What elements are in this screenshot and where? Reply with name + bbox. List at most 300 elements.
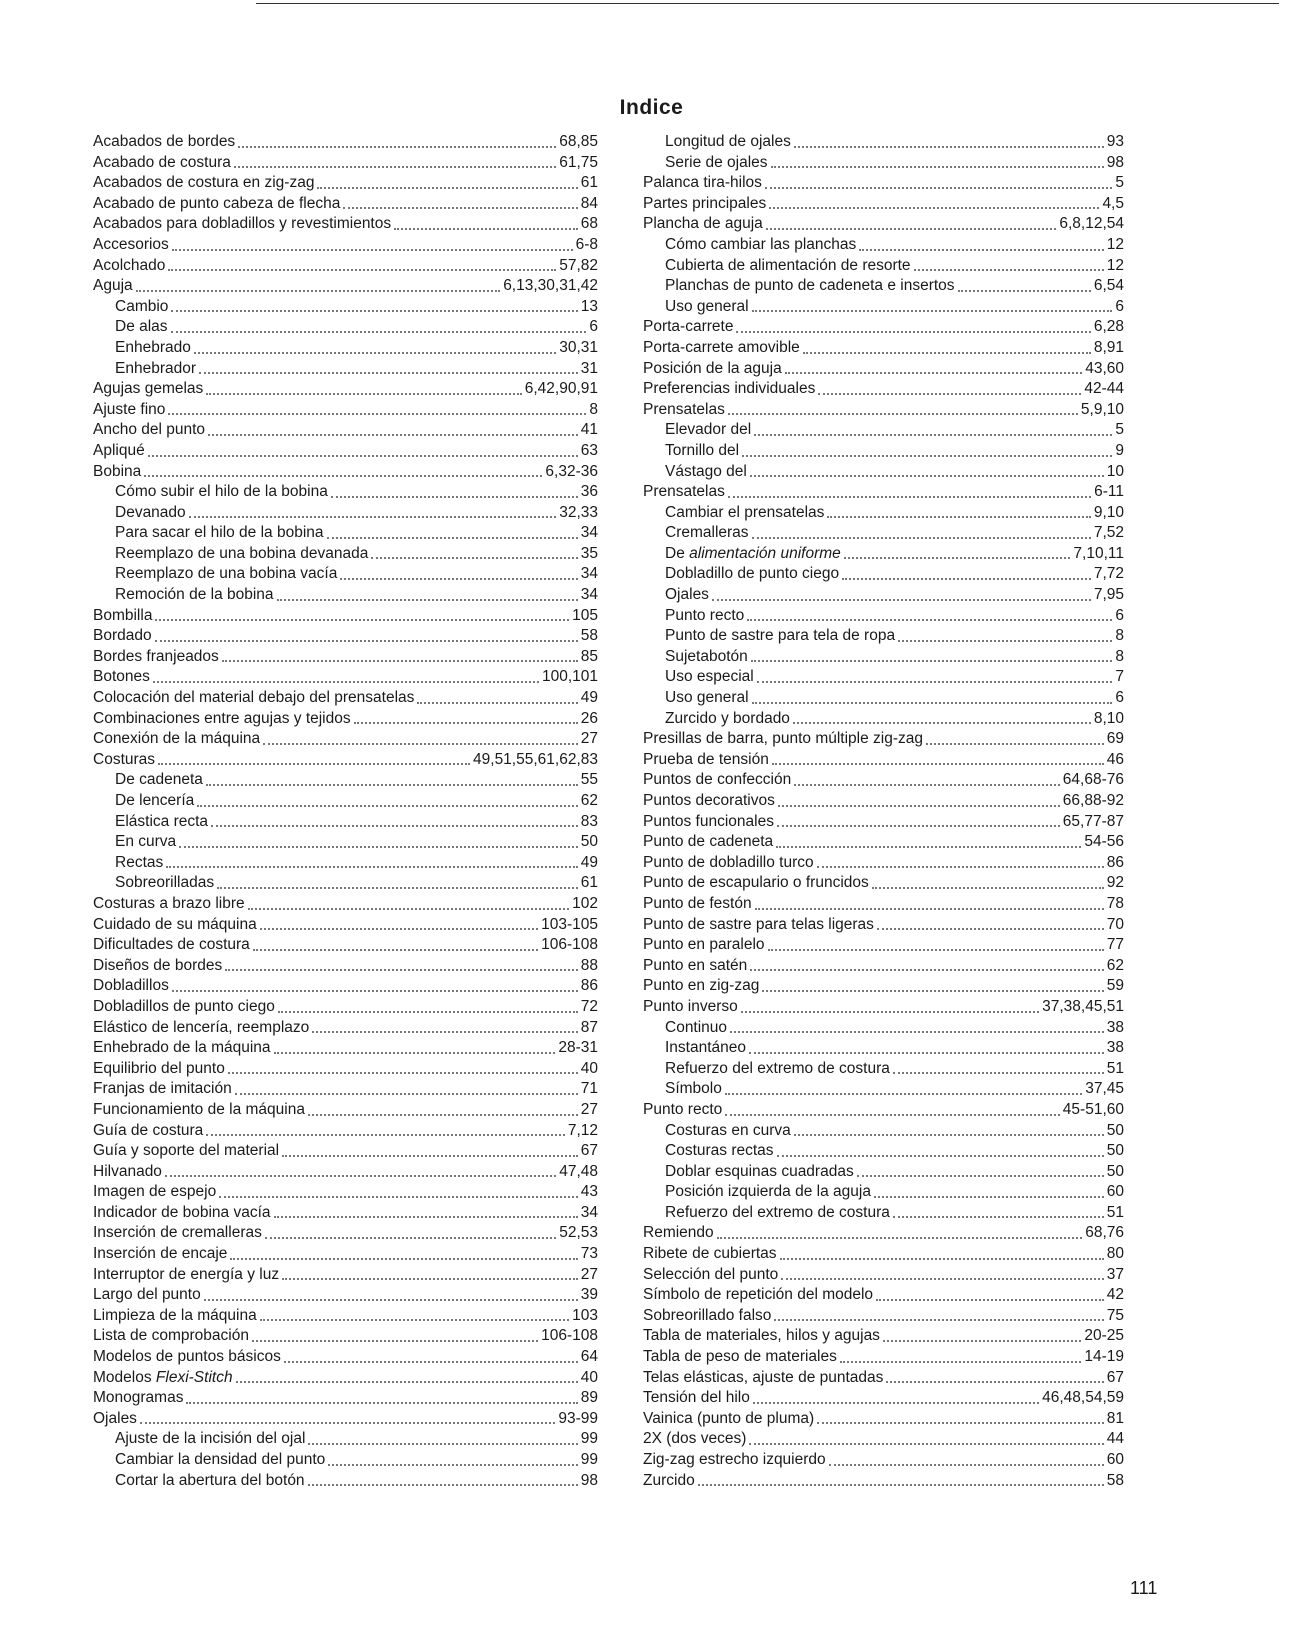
index-entry — [643, 1368, 1124, 1389]
index-entry-label: Plancha de aguja — [643, 215, 763, 233]
index-entry — [93, 400, 598, 421]
index-entry-label: Equilibrio del punto — [93, 1059, 225, 1077]
index-entry-pages: 106-108 — [541, 936, 598, 954]
dot-leader — [189, 515, 557, 518]
index-entry-pages: 6,42,90,91 — [524, 380, 598, 398]
index-entry-label: Guía y soporte del material — [93, 1142, 280, 1160]
dot-leader — [252, 1339, 538, 1342]
index-entry — [93, 873, 598, 894]
index-entry — [93, 1450, 598, 1471]
index-entry-label: Punto recto — [643, 1100, 723, 1118]
dot-leader — [327, 536, 578, 539]
index-entry-label: Agujas gemelas — [93, 380, 204, 398]
index-entry-label: Tabla de materiales, hilos y agujas — [643, 1327, 880, 1345]
index-entry — [93, 1223, 598, 1244]
dot-leader — [155, 639, 578, 642]
index-entry — [93, 1141, 598, 1162]
index-entry-pages: 89 — [580, 1389, 598, 1407]
index-entry — [643, 1326, 1124, 1347]
dot-leader — [204, 1298, 578, 1301]
index-entry — [93, 1285, 598, 1306]
dot-leader — [777, 1154, 1104, 1157]
index-entry — [93, 1244, 598, 1265]
index-entry-label: Tornillo del — [665, 441, 740, 459]
index-entry — [93, 1326, 598, 1347]
index-entry — [93, 915, 598, 936]
index-entry-pages: 103 — [572, 1306, 598, 1324]
index-entry-label: Sujetabotón — [665, 647, 748, 665]
index-entry — [643, 1203, 1124, 1224]
index-entry-pages: 10 — [1106, 462, 1124, 480]
index-entry — [643, 750, 1124, 771]
dot-leader — [277, 598, 578, 601]
index-entry-label: Punto de cadeneta — [643, 833, 774, 851]
index-entry-label: Acabado de costura — [93, 153, 231, 171]
dot-leader — [248, 907, 570, 910]
index-entry — [93, 956, 598, 977]
index-entry-label: Instantáneo — [665, 1039, 747, 1057]
index-entry-label: Palanca tira-hilos — [643, 174, 762, 192]
index-entry-pages: 105 — [572, 606, 598, 624]
dot-leader — [282, 1277, 578, 1280]
index-entry-label: Prensatelas — [643, 483, 725, 501]
dot-leader — [394, 227, 578, 230]
index-entry-label: Preferencias individuales — [643, 380, 816, 398]
index-entry — [93, 1347, 598, 1368]
index-entry — [93, 1409, 598, 1430]
index-entry-label: Símbolo de repetición del modelo — [643, 1286, 874, 1304]
index-entry — [93, 1162, 598, 1183]
index-entry-label: Dobladillos de punto ciego — [93, 997, 275, 1015]
index-entry-label: Porta-carrete — [643, 318, 734, 336]
index-entry — [643, 1223, 1124, 1244]
dot-leader — [308, 1442, 577, 1445]
index-entry-pages: 7,52 — [1093, 524, 1124, 542]
dot-leader — [712, 598, 1091, 601]
index-column-right — [643, 132, 1124, 1491]
index-entry-pages: 58 — [1106, 1471, 1124, 1489]
index-entry — [643, 132, 1124, 153]
index-entry-pages: 37 — [1106, 1265, 1124, 1283]
index-entry-pages: 44 — [1106, 1430, 1124, 1448]
index-entry — [643, 276, 1124, 297]
index-entry-label: Botones — [93, 668, 150, 686]
index-entry — [93, 667, 598, 688]
index-entry-label: Cómo cambiar las planchas — [665, 235, 857, 253]
index-entry-label: Acabado de punto cabeza de flecha — [93, 194, 341, 212]
index-entry — [93, 1368, 598, 1389]
index-entry-pages: 103-105 — [541, 915, 598, 933]
dot-leader — [768, 948, 1104, 951]
index-entry — [643, 1450, 1124, 1471]
index-entry — [93, 1018, 598, 1039]
index-entry — [93, 503, 598, 524]
dot-leader — [253, 948, 538, 951]
index-entry-label: Tabla de peso de materiales — [643, 1348, 837, 1366]
index-entry-pages: 78 — [1106, 894, 1124, 912]
index-entry-label: Puntos funcionales — [643, 812, 774, 830]
index-entry-pages: 34 — [580, 1203, 598, 1221]
index-entry-label: De alimentación uniforme — [665, 544, 841, 562]
index-entry — [93, 997, 598, 1018]
dot-leader — [219, 1195, 578, 1198]
dot-leader — [236, 1380, 578, 1383]
dot-leader — [752, 309, 1113, 312]
index-entry — [93, 688, 598, 709]
index-entry-pages: 7,10,11 — [1073, 544, 1124, 562]
index-entry-label: Zurcido — [643, 1471, 695, 1489]
index-entry-label: Refuerzo del extremo de costura — [665, 1203, 890, 1221]
index-entry-pages: 51 — [1106, 1059, 1124, 1077]
index-entry-pages: 58 — [580, 627, 598, 645]
index-entry-label: Telas elásticas, ajuste de puntadas — [643, 1368, 884, 1386]
index-entry-pages: 8 — [1115, 627, 1124, 645]
index-entry-pages: 83 — [580, 812, 598, 830]
dot-leader — [755, 907, 1104, 910]
index-entry — [643, 420, 1124, 441]
index-entry — [643, 523, 1124, 544]
index-entry-label: Vainica (punto de pluma) — [643, 1409, 815, 1427]
dot-leader — [171, 309, 577, 312]
index-entry-pages: 86 — [580, 977, 598, 995]
index-entry — [93, 1038, 598, 1059]
index-entry-label: Cambiar el prensatelas — [665, 503, 825, 521]
index-entry-label: Planchas de punto de cadeneta e insertos — [665, 277, 955, 295]
index-entry-pages: 8 — [589, 400, 598, 418]
index-entry — [93, 791, 598, 812]
index-entry-pages: 98 — [1106, 153, 1124, 171]
dot-leader — [840, 1360, 1081, 1363]
index-entry-pages: 68,76 — [1085, 1224, 1124, 1242]
dot-leader — [857, 1174, 1104, 1177]
index-entry-pages: 6-11 — [1094, 483, 1124, 501]
index-entry-pages: 66,88-92 — [1062, 792, 1124, 809]
index-entry-pages: 8,91 — [1093, 338, 1124, 356]
dot-leader — [228, 1071, 578, 1074]
index-entry-label: Elevador del — [665, 421, 752, 439]
index-entry-label: Ribete de cubiertas — [643, 1245, 777, 1263]
index-entry-pages: 50 — [1106, 1162, 1124, 1180]
index-entry-label: Prensatelas — [643, 400, 725, 418]
index-entry — [643, 956, 1124, 977]
index-entry-label: Selección del punto — [643, 1265, 779, 1283]
index-entry-label: Colocación del material debajo del prensatelas — [93, 689, 415, 707]
index-entry-label: Posición izquierda de la aguja — [665, 1183, 871, 1201]
index-entry — [643, 317, 1124, 338]
index-entry-pages: 9 — [1115, 441, 1124, 459]
index-entry — [643, 1244, 1124, 1265]
dot-leader — [222, 659, 578, 662]
index-entry-pages: 49 — [580, 689, 598, 707]
index-entry-pages: 54-56 — [1084, 833, 1124, 851]
index-entry-pages: 45-51,60 — [1062, 1100, 1124, 1118]
index-entry-label: Elástico de lencería, reemplazo — [93, 1018, 310, 1036]
index-entry — [93, 729, 598, 750]
index-entry-label: Costuras en curva — [665, 1121, 791, 1139]
index-entry-pages: 28-31 — [558, 1039, 598, 1057]
dot-leader — [794, 145, 1104, 148]
dot-leader — [199, 371, 578, 374]
index-entry — [93, 894, 598, 915]
dot-leader — [780, 1257, 1104, 1260]
dot-leader — [260, 1318, 569, 1321]
index-entry-pages: 35 — [580, 544, 598, 562]
dot-leader — [754, 433, 1112, 436]
index-entry-label: Serie de ojales — [665, 153, 768, 171]
index-entry — [93, 1100, 598, 1121]
index-entry — [93, 1388, 598, 1409]
dot-leader — [898, 639, 1112, 642]
index-entry-pages: 64,68-76 — [1062, 771, 1124, 789]
index-entry — [93, 420, 598, 441]
index-entry — [93, 153, 598, 174]
dot-leader — [179, 845, 578, 848]
index-entry-pages: 6 — [1115, 297, 1124, 315]
dot-leader — [803, 351, 1091, 354]
index-entry — [643, 482, 1124, 503]
dot-leader — [742, 454, 1112, 457]
dot-leader — [153, 680, 539, 683]
index-entry-pages: 64 — [580, 1348, 598, 1366]
index-entry — [93, 276, 598, 297]
index-entry-pages: 81 — [1106, 1409, 1124, 1427]
index-entry-label: Cambiar la densidad del punto — [115, 1451, 326, 1468]
index-entry-label: Monogramas — [93, 1389, 184, 1407]
index-entry-pages: 65,77-87 — [1062, 812, 1124, 830]
index-entry-pages: 50 — [580, 833, 598, 851]
index-entry — [93, 585, 598, 606]
index-entry-label: Aguja — [93, 277, 133, 295]
index-entry-label: Punto de escapulario o fruncidos — [643, 874, 869, 892]
index-entry-pages: 32,33 — [559, 503, 598, 521]
index-entry-pages: 7,12 — [567, 1121, 598, 1139]
index-entry-label: Ojales — [665, 586, 709, 604]
index-entry-label: Sobreorillado falso — [643, 1306, 772, 1324]
index-entry — [643, 1100, 1124, 1121]
dot-leader — [234, 165, 556, 168]
index-entry — [93, 750, 598, 771]
index-entry-pages: 38 — [1106, 1039, 1124, 1057]
index-entry — [93, 379, 598, 400]
index-entry-pages: 7 — [1115, 668, 1124, 686]
index-entry — [643, 235, 1124, 256]
index-entry-pages: 6-8 — [575, 235, 598, 253]
index-entry-label: Uso especial — [665, 668, 754, 686]
dot-leader — [172, 248, 573, 251]
index-entry-pages: 84 — [580, 194, 598, 212]
index-entry-pages: 98 — [580, 1471, 598, 1489]
dot-leader — [794, 783, 1060, 786]
dot-leader — [817, 1421, 1104, 1424]
index-entry — [643, 1038, 1124, 1059]
dot-leader — [371, 556, 577, 559]
dot-leader — [343, 206, 577, 209]
index-entry-label: Indicador de bobina vacía — [93, 1203, 271, 1221]
index-entry-pages: 86 — [1106, 853, 1124, 871]
index-entry-label: Acabados de bordes — [93, 133, 236, 150]
dot-leader — [354, 721, 578, 724]
dot-leader — [751, 659, 1113, 662]
dot-leader — [263, 742, 578, 745]
index-entry-label: Guía de costura — [93, 1121, 204, 1139]
index-entry-pages: 6,54 — [1093, 277, 1124, 295]
index-entry-pages: 69 — [1106, 730, 1124, 748]
dot-leader — [776, 845, 1081, 848]
index-entry-pages: 80 — [1106, 1245, 1124, 1263]
index-entry-pages: 61 — [580, 174, 598, 192]
index-entry-pages: 30,31 — [559, 338, 598, 356]
index-entry — [93, 256, 598, 277]
index-entry — [643, 1429, 1124, 1450]
index-entry-label: Zig-zag estrecho izquierdo — [643, 1451, 826, 1468]
index-entry-pages: 70 — [1106, 915, 1124, 933]
index-entry-pages: 99 — [580, 1430, 598, 1448]
index-entry-label: Ojales — [93, 1409, 137, 1427]
dot-leader — [781, 1277, 1103, 1280]
index-entry-label: Elástica recta — [115, 812, 209, 830]
dot-leader — [876, 1298, 1104, 1301]
dot-leader — [753, 1401, 1039, 1404]
index-entry — [93, 1059, 598, 1080]
index-column-left — [93, 132, 598, 1491]
index-entry — [93, 297, 598, 318]
dot-leader — [818, 392, 1081, 395]
index-entry — [93, 235, 598, 256]
index-entry-pages: 8 — [1115, 647, 1124, 665]
dot-leader — [217, 886, 578, 889]
dot-leader — [741, 1010, 1039, 1013]
dot-leader — [747, 618, 1112, 621]
dot-leader — [282, 1154, 578, 1157]
dot-leader — [194, 351, 556, 354]
index-entry-pages: 42-44 — [1084, 380, 1124, 398]
index-entry-label: Porta-carrete amovible — [643, 338, 800, 356]
index-entry — [643, 688, 1124, 709]
index-entry-pages: 37,38,45,51 — [1042, 997, 1124, 1015]
index-entry-label: Ancho del punto — [93, 421, 206, 439]
dot-leader — [752, 536, 1091, 539]
index-entry — [93, 338, 598, 359]
index-entry-label: Punto en zig-zag — [643, 977, 760, 995]
dot-leader — [765, 186, 1112, 189]
index-entry — [93, 770, 598, 791]
index-entry-label: Bombilla — [93, 606, 153, 624]
index-entry-label: Interruptor de energía y luz — [93, 1265, 280, 1283]
dot-leader — [717, 1236, 1083, 1239]
index-entry-pages: 100,101 — [541, 668, 598, 686]
index-entry — [643, 338, 1124, 359]
index-entry — [643, 1285, 1124, 1306]
index-entry — [93, 935, 598, 956]
dot-leader — [774, 1318, 1103, 1321]
index-entry-label: Tensión del hilo — [643, 1389, 750, 1407]
index-entry — [93, 626, 598, 647]
dot-leader — [144, 474, 542, 477]
index-entry — [93, 462, 598, 483]
index-entry-label: Bordado — [93, 627, 152, 645]
dot-leader — [312, 1030, 577, 1033]
index-entry-pages: 61 — [580, 874, 598, 892]
index-entry-label: Funcionamiento de la máquina — [93, 1100, 305, 1118]
dot-leader — [844, 556, 1071, 559]
index-entry — [93, 132, 598, 153]
index-entry-pages: 68 — [580, 215, 598, 233]
index-entry — [643, 1388, 1124, 1409]
dot-leader — [877, 927, 1104, 930]
dot-leader — [757, 680, 1113, 683]
index-entry-pages: 7,95 — [1093, 586, 1124, 604]
index-entry-label: Cortar la abertura del botón — [115, 1471, 305, 1489]
dot-leader — [225, 968, 578, 971]
dot-leader — [308, 1483, 578, 1486]
index-entry-label: Cremalleras — [665, 524, 749, 542]
index-entry-label: Modelos de puntos básicos — [93, 1348, 281, 1366]
dot-leader — [730, 1030, 1104, 1033]
index-entry-pages: 41 — [580, 421, 598, 439]
index-entry — [643, 1079, 1124, 1100]
index-entry-label: Costuras a brazo libre — [93, 894, 245, 912]
index-entry — [93, 853, 598, 874]
index-entry-label: Posición de la aguja — [643, 359, 782, 377]
index-entry-label: Lista de comprobación — [93, 1327, 249, 1345]
index-entry-pages: 6,8,12,54 — [1059, 215, 1124, 233]
index-entry — [643, 544, 1124, 565]
index-entry — [643, 1141, 1124, 1162]
index-entry-pages: 106-108 — [541, 1327, 598, 1345]
index-entry-label: Bordes franjeados — [93, 647, 219, 665]
index-entry-label: Continuo — [665, 1018, 728, 1036]
dot-leader — [186, 1401, 577, 1404]
index-entry-label: Acabados de costura en zig-zag — [93, 174, 315, 192]
index-entry-label: Cubierta de alimentación de resorte — [665, 256, 911, 274]
index-entry-label: Modelos Flexi-Stitch — [93, 1368, 233, 1386]
index-entry-label: Punto de festón — [643, 894, 752, 912]
index-entry — [643, 626, 1124, 647]
index-entry-label: Presillas de barra, punto múltiple zig-zag — [643, 730, 923, 748]
index-entry-label: De cadeneta — [115, 771, 203, 789]
index-entry — [643, 214, 1124, 235]
index-entry-label: Doblar esquinas cuadradas — [665, 1162, 854, 1180]
dot-leader — [230, 1257, 577, 1260]
index-entry-label: Dobladillo de punto ciego — [665, 565, 840, 583]
index-entry — [93, 1121, 598, 1142]
index-entry — [643, 647, 1124, 668]
dot-leader — [165, 1174, 556, 1177]
dot-leader — [859, 248, 1103, 251]
dot-leader — [211, 824, 578, 827]
index-entry — [93, 359, 598, 380]
index-entry-pages: 62 — [1106, 956, 1124, 974]
dot-leader — [155, 618, 569, 621]
index-entry-pages: 50 — [1106, 1121, 1124, 1139]
dot-leader — [886, 1380, 1103, 1383]
index-entry-pages: 93 — [1106, 133, 1124, 150]
index-entry-pages: 14-19 — [1084, 1348, 1124, 1366]
index-entry-label: Diseños de bordes — [93, 956, 223, 974]
dot-leader — [829, 1463, 1104, 1466]
index-entry — [643, 503, 1124, 524]
index-entry — [643, 297, 1124, 318]
index-entry-pages: 49,51,55,61,62,83 — [473, 750, 598, 768]
dot-leader — [778, 804, 1060, 807]
index-entry-label: Partes principales — [643, 194, 767, 212]
index-entry-label: Hilvanado — [93, 1162, 162, 1180]
index-entry-pages: 59 — [1106, 977, 1124, 995]
index-entry — [643, 1182, 1124, 1203]
index-entry-label: De alas — [115, 318, 168, 336]
index-entry — [643, 935, 1124, 956]
index-entry-pages: 55 — [580, 771, 598, 789]
